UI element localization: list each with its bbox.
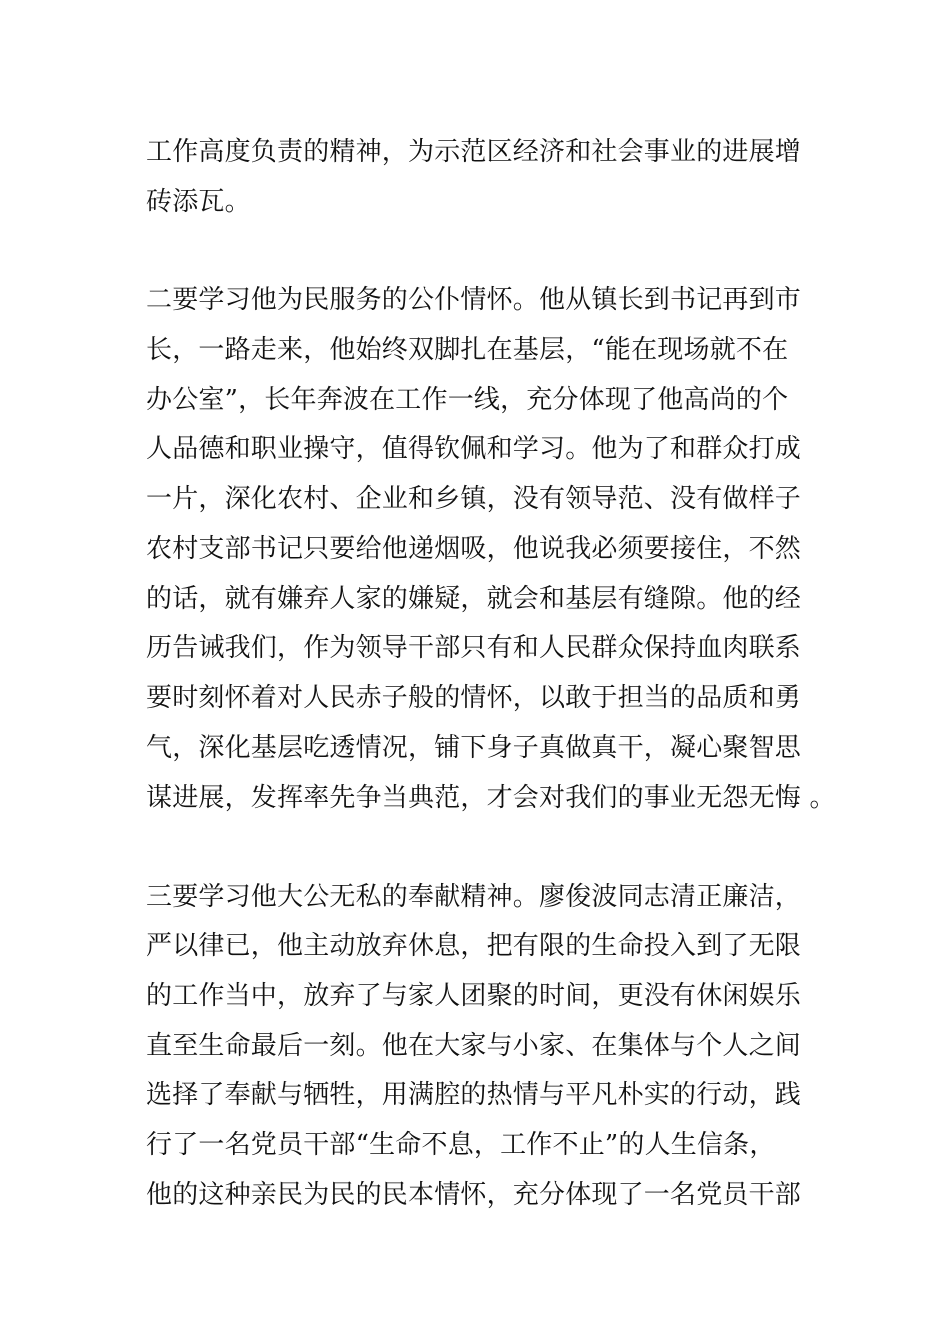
paragraph-line: 行了一名党员干部“生命不息，工作不止”的人生信条， <box>146 1130 776 1160</box>
paragraph-line: 三要学习他大公无私的奉献精神。廖俊波同志清正廉洁， <box>146 882 802 912</box>
paragraph-line: 直至生命最后一刻。他在大家与小家、在集体与个人之间 <box>146 1031 802 1061</box>
paragraph-line: 一片，深化农村、企业和乡镇，没有领导范、没有做样子 <box>146 484 802 514</box>
paragraph-line: 要时刻怀着对人民赤子般的情怀，以敢于担当的品质和勇 <box>146 683 802 713</box>
paragraph-line: 二要学习他为民服务的公仆情怀。他从镇长到书记再到市 <box>146 285 802 315</box>
paragraph-line: 农村支部书记只要给他递烟吸，他说我必须要接住，不然 <box>146 534 802 564</box>
paragraph-line: 砖添瓦。 <box>146 187 251 217</box>
paragraph-line: 他的这种亲民为民的民本情怀，充分体现了一名党员干部 <box>146 1180 802 1210</box>
paragraph-line: 长，一路走来，他始终双脚扎在基层，“能在现场就不在 <box>146 335 789 365</box>
paragraph-line: 严以律已，他主动放弃休息，把有限的生命投入到了无限 <box>146 931 802 961</box>
paragraph-line: 谋进展，发挥率先争当典范，才会对我们的事业无怨无悔 。 <box>146 783 836 813</box>
paragraph-line: 办公室”，长年奔波在工作一线，充分体现了他高尚的个 <box>146 385 789 415</box>
paragraph-line: 的话，就有嫌弃人家的嫌疑，就会和基层有缝隙。他的经 <box>146 584 802 614</box>
paragraph-line: 人品德和职业操守，值得钦佩和学习。他为了和群众打成 <box>146 434 802 464</box>
paragraph-line: 气，深化基层吃透情况，铺下身子真做真干，凝心聚智思 <box>146 733 802 763</box>
paragraph-line: 历告诫我们，作为领导干部只有和人民群众保持血肉联系 <box>146 633 802 663</box>
paragraph-line: 工作高度负责的精神，为示范区经济和社会事业的进展增 <box>146 137 802 167</box>
paragraph-line: 的工作当中，放弃了与家人团聚的时间，更没有休闲娱乐 <box>146 981 802 1011</box>
paragraph-line: 选择了奉献与牺牲，用满腔的热情与平凡朴实的行动，践 <box>146 1080 802 1110</box>
